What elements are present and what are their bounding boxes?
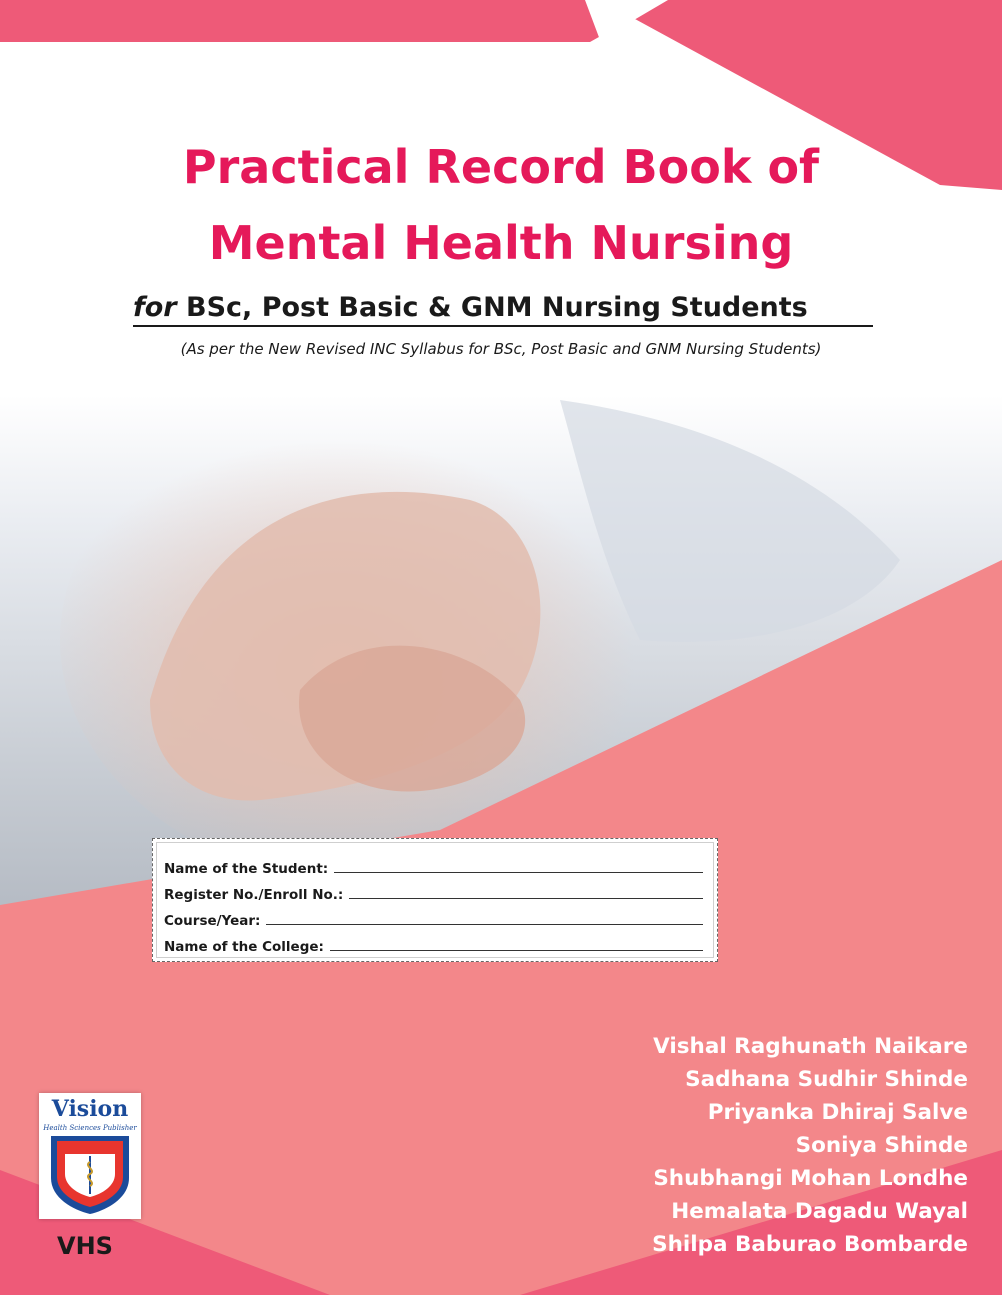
form-label-college: Name of the College:	[164, 939, 324, 955]
book-subtitle	[133, 292, 873, 327]
author-name: Shubhangi Mohan Londhe	[653, 1166, 968, 1191]
form-line-course-year[interactable]	[266, 923, 703, 925]
form-row-register-no	[164, 877, 703, 903]
form-label-student-name: Name of the Student:	[164, 861, 329, 877]
book-title-line1: Practical Record Book of	[182, 140, 820, 194]
book-title-line2: Mental Health Nursing	[208, 216, 794, 270]
author-name: Priyanka Dhiraj Salve	[707, 1100, 968, 1125]
subtitle-rest: BSc, Post Basic & GNM Nursing Students	[176, 292, 808, 323]
publisher-logo	[39, 1093, 141, 1219]
student-details-form	[152, 838, 718, 962]
form-row-college	[164, 929, 703, 955]
logo-tagline: Health Sciences Publisher	[43, 1124, 137, 1132]
author-list	[652, 1030, 968, 1261]
publisher-imprint: VHS	[57, 1232, 113, 1260]
syllabus-note: (As per the New Revised INC Syllabus for BSc, Post Basic and GNM Nursing Students)	[180, 340, 822, 358]
author-name: Vishal Raghunath Naikare	[653, 1034, 968, 1059]
form-label-course-year: Course/Year:	[164, 913, 261, 929]
author-name: Shilpa Baburao Bombarde	[652, 1232, 968, 1257]
author-name: Sadhana Sudhir Shinde	[685, 1067, 968, 1092]
top-band-left	[0, 0, 665, 42]
form-label-register-no: Register No./Enroll No.:	[164, 887, 344, 903]
author-name: Soniya Shinde	[795, 1133, 968, 1158]
author-name: Hemalata Dagadu Wayal	[671, 1199, 968, 1224]
form-row-student-name	[164, 851, 703, 877]
form-row-course-year	[164, 903, 703, 929]
form-line-student-name[interactable]	[334, 871, 703, 873]
shield-icon	[47, 1134, 133, 1216]
logo-brand: Vision	[51, 1096, 129, 1122]
form-line-register-no[interactable]	[349, 897, 703, 899]
subtitle-for: for	[133, 292, 177, 323]
form-line-college[interactable]	[330, 949, 703, 951]
